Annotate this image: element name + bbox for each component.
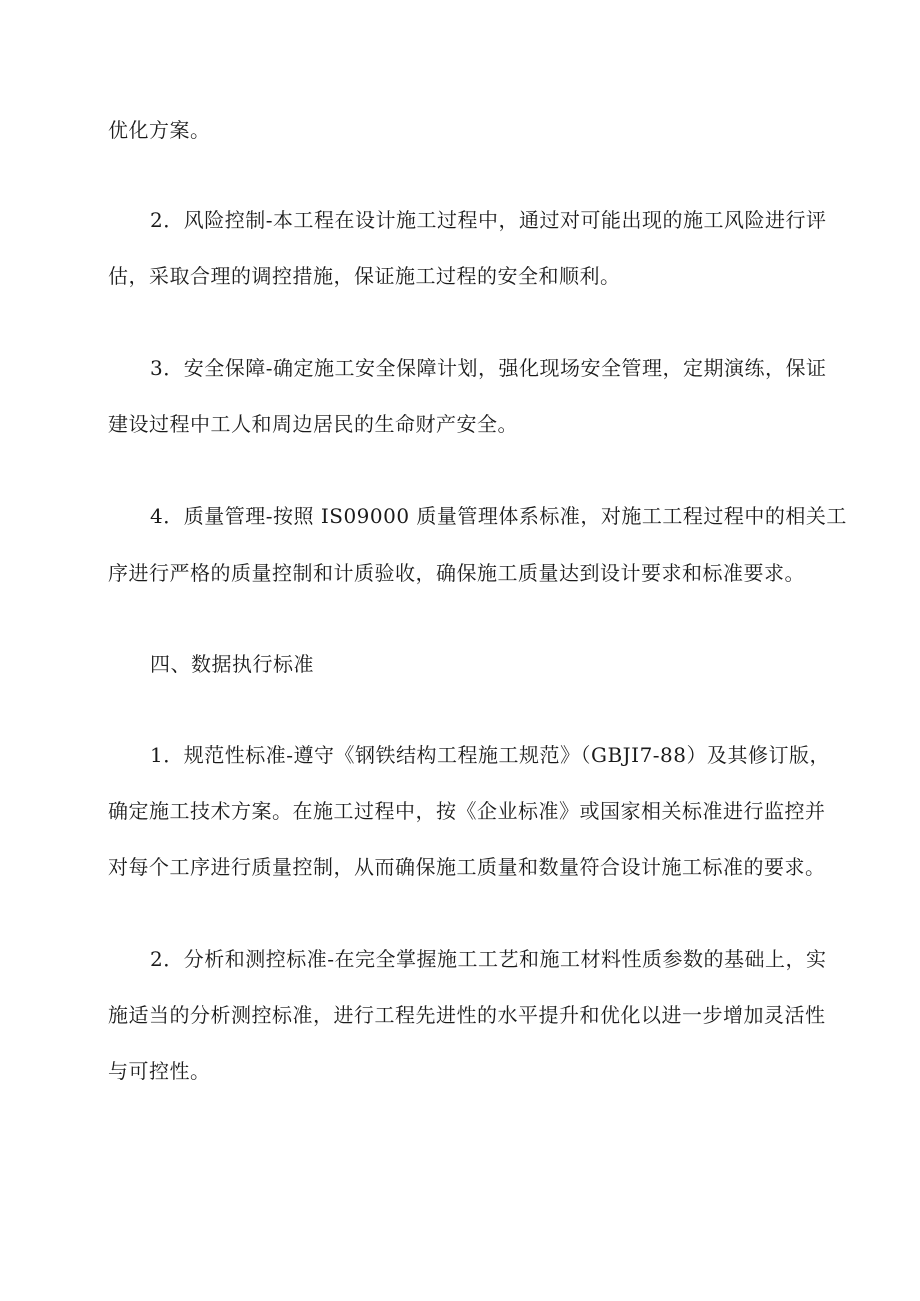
paragraph-quality-line-1: 4．质量管理-按照 IS09000 质量管理体系标准，对施工工程过程中的相关工 — [150, 504, 847, 528]
paragraph-line-continuation: 优化方案。 — [108, 118, 211, 142]
paragraph-quality-line-2: 序进行严格的质量控制和计质验收，确保施工质量达到设计要求和标准要求。 — [108, 561, 805, 585]
section-heading: 四、数据执行标准 — [150, 652, 314, 676]
paragraph-measurement-line-3: 与可控性。 — [108, 1059, 211, 1083]
paragraph-measurement-line-2: 施适当的分析测控标准，进行工程先进性的水平提升和优化以进一步增加灵活性 — [108, 1003, 826, 1027]
paragraph-standards-line-2: 确定施工技术方案。在施工过程中，按《企业标准》或国家相关标准进行监控并 — [108, 799, 826, 823]
paragraph-safety-line-1: 3．安全保障-确定施工安全保障计划，强化现场安全管理，定期演练，保证 — [150, 356, 827, 380]
paragraph-standards-line-3: 对每个工序进行质量控制，从而确保施工质量和数量符合设计施工标准的要求。 — [108, 855, 826, 879]
paragraph-measurement-line-1: 2．分析和测控标准-在完全掌握施工工艺和施工材料性质参数的基础上，实 — [150, 947, 827, 971]
paragraph-safety-line-2: 建设过程中工人和周边居民的生命财产安全。 — [108, 412, 518, 436]
paragraph-standards-line-1: 1．规范性标准-遵守《钢铁结构工程施工规范》（GBJI7-88）及其修订版， — [150, 743, 831, 767]
paragraph-risk-control-line-2: 估，采取合理的调控措施，保证施工过程的安全和顺利。 — [108, 264, 621, 288]
paragraph-risk-control-line-1: 2．风险控制-本工程在设计施工过程中，通过对可能出现的施工风险进行评 — [150, 208, 827, 232]
